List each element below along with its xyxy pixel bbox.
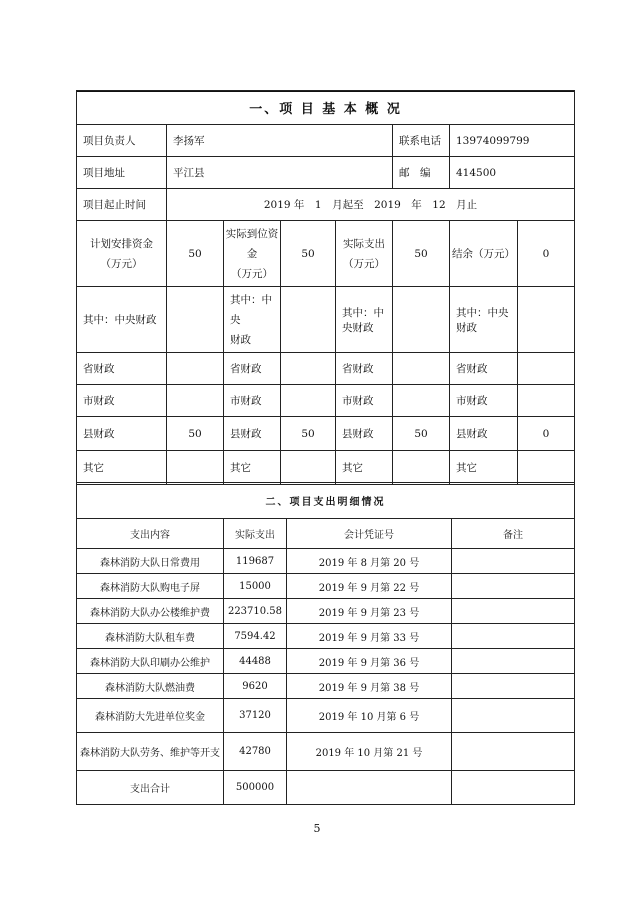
page-number: 5: [313, 822, 321, 835]
phone-value: 13974099799: [450, 125, 575, 157]
expense-detail-table: [76, 482, 575, 805]
central-fund-c: 其中：中央财政: [336, 287, 393, 353]
province-fund-b-value: [281, 353, 336, 385]
plan-funds-label-line1: 计划安排资金: [90, 237, 153, 250]
plan-funds-value: 50: [167, 221, 224, 287]
city-fund-c: 市财政: [336, 385, 393, 417]
period-value: 2019 年 1 月起至 2019 年 12 月止: [167, 189, 575, 221]
row-content: 森林消防大队日常费用: [77, 549, 224, 574]
manager-label: 项目负责人: [77, 125, 167, 157]
row-content: 森林消防大先进单位奖金: [77, 699, 224, 733]
city-fund-c-value: [393, 385, 450, 417]
county-fund-c: 县财政: [336, 417, 393, 451]
actual-funds-label-line3: （万元）: [231, 267, 273, 280]
section1-title: 一、项 目 基 本 概 况: [77, 91, 575, 125]
city-fund-d: 市财政: [450, 385, 518, 417]
table-row: [77, 624, 575, 649]
spend-label-line2: （万元）: [343, 257, 385, 270]
row-content: 森林消防大队购电子屏: [77, 574, 224, 599]
province-fund-c-value: [393, 353, 450, 385]
header-content: 支出内容: [77, 519, 224, 549]
city-fund-b-value: [281, 385, 336, 417]
actual-funds-label: [224, 221, 281, 287]
row-amount: 119687: [224, 549, 287, 574]
row-voucher: 2019 年 9 月第 36 号: [287, 649, 452, 674]
section2-title: 二、项目支出明细情况: [77, 483, 575, 519]
header-note: 备注: [452, 519, 575, 549]
province-fund-a-value: [167, 353, 224, 385]
actual-funds-value: 50: [281, 221, 336, 287]
address-value: 平江县: [167, 157, 393, 189]
project-overview-table: [76, 90, 575, 485]
other-fund-a-value: [167, 451, 224, 485]
city-fund-d-value: [518, 385, 575, 417]
period-label: 项目起止时间: [77, 189, 167, 221]
other-fund-a: 其它: [77, 451, 167, 485]
province-fund-b: 省财政: [224, 353, 281, 385]
spend-label-line1: 实际支出: [343, 237, 385, 250]
central-fund-b-line2: 财政: [230, 333, 251, 346]
province-fund-a: 省财政: [77, 353, 167, 385]
row-note: [452, 674, 575, 699]
row-voucher: 2019 年 9 月第 22 号: [287, 574, 452, 599]
row-amount: 37120: [224, 699, 287, 733]
address-label: 项目地址: [77, 157, 167, 189]
postcode-label: 邮 编: [393, 157, 450, 189]
central-fund-c-value: [393, 287, 450, 353]
actual-funds-label-line2: 金: [246, 247, 258, 260]
county-fund-d: 县财政: [450, 417, 518, 451]
row-note: [452, 649, 575, 674]
county-fund-c-value: 50: [393, 417, 450, 451]
row-voucher: 2019 年 9 月第 38 号: [287, 674, 452, 699]
row-content: 森林消防大队劳务、维护等开支: [77, 733, 224, 771]
total-voucher: [287, 771, 452, 805]
central-fund-a-value: [167, 287, 224, 353]
row-amount: 44488: [224, 649, 287, 674]
row-content: 森林消防大队租车费: [77, 624, 224, 649]
county-fund-a-value: 50: [167, 417, 224, 451]
row-note: [452, 599, 575, 624]
city-fund-a-value: [167, 385, 224, 417]
total-row: [77, 771, 575, 805]
table-row: [77, 733, 575, 771]
row-voucher: 2019 年 9 月第 33 号: [287, 624, 452, 649]
central-fund-b-value: [281, 287, 336, 353]
county-fund-d-value: 0: [518, 417, 575, 451]
row-amount: 42780: [224, 733, 287, 771]
other-fund-c: 其它: [336, 451, 393, 485]
actual-funds-label-line1: 实际到位资: [225, 227, 279, 240]
row-amount: 223710.58: [224, 599, 287, 624]
row-amount: 15000: [224, 574, 287, 599]
total-note: [452, 771, 575, 805]
row-amount: 9620: [224, 674, 287, 699]
plan-funds-label-line2: （万元）: [100, 257, 143, 270]
row-amount: 7594.42: [224, 624, 287, 649]
row-voucher: 2019 年 8 月第 20 号: [287, 549, 452, 574]
total-value: 500000: [224, 771, 287, 805]
table-row: [77, 699, 575, 733]
row-note: [452, 549, 575, 574]
row-note: [452, 574, 575, 599]
row-content: 森林消防大队办公楼维护费: [77, 599, 224, 624]
row-note: [452, 699, 575, 733]
table-row: [77, 674, 575, 699]
header-voucher: 会计凭证号: [287, 519, 452, 549]
province-fund-d: 省财政: [450, 353, 518, 385]
row-note: [452, 624, 575, 649]
phone-label: 联系电话: [393, 125, 450, 157]
row-note: [452, 733, 575, 771]
other-fund-d: 其它: [450, 451, 518, 485]
postcode-value: 414500: [450, 157, 575, 189]
county-fund-b: 县财政: [224, 417, 281, 451]
other-fund-d-value: [518, 451, 575, 485]
balance-label: 结余（万元）: [450, 221, 518, 287]
header-amount: 实际支出: [224, 519, 287, 549]
province-fund-c: 省财政: [336, 353, 393, 385]
central-fund-b-line1: 其中：中央: [230, 293, 272, 326]
table-row: [77, 599, 575, 624]
province-fund-d-value: [518, 353, 575, 385]
table-row: [77, 574, 575, 599]
row-voucher: 2019 年 9 月第 23 号: [287, 599, 452, 624]
county-fund-b-value: 50: [281, 417, 336, 451]
balance-value: 0: [518, 221, 575, 287]
city-fund-a: 市财政: [77, 385, 167, 417]
other-fund-b-value: [281, 451, 336, 485]
central-fund-b: [224, 287, 281, 353]
plan-funds-label: [77, 221, 167, 287]
manager-value: 李扬军: [167, 125, 393, 157]
central-fund-d: 其中：中央财政: [450, 287, 518, 353]
other-fund-c-value: [393, 451, 450, 485]
row-voucher: 2019 年 10 月第 21 号: [287, 733, 452, 771]
spend-value: 50: [393, 221, 450, 287]
table-row: [77, 649, 575, 674]
city-fund-b: 市财政: [224, 385, 281, 417]
row-content: 森林消防大队印刷办公维护: [77, 649, 224, 674]
table-row: [77, 549, 575, 574]
central-fund-a: 其中：中央财政: [77, 287, 167, 353]
spend-label: [336, 221, 393, 287]
row-content: 森林消防大队燃油费: [77, 674, 224, 699]
county-fund-a: 县财政: [77, 417, 167, 451]
central-fund-d-value: [518, 287, 575, 353]
total-label: 支出合计: [77, 771, 224, 805]
row-voucher: 2019 年 10 月第 6 号: [287, 699, 452, 733]
other-fund-b: 其它: [224, 451, 281, 485]
